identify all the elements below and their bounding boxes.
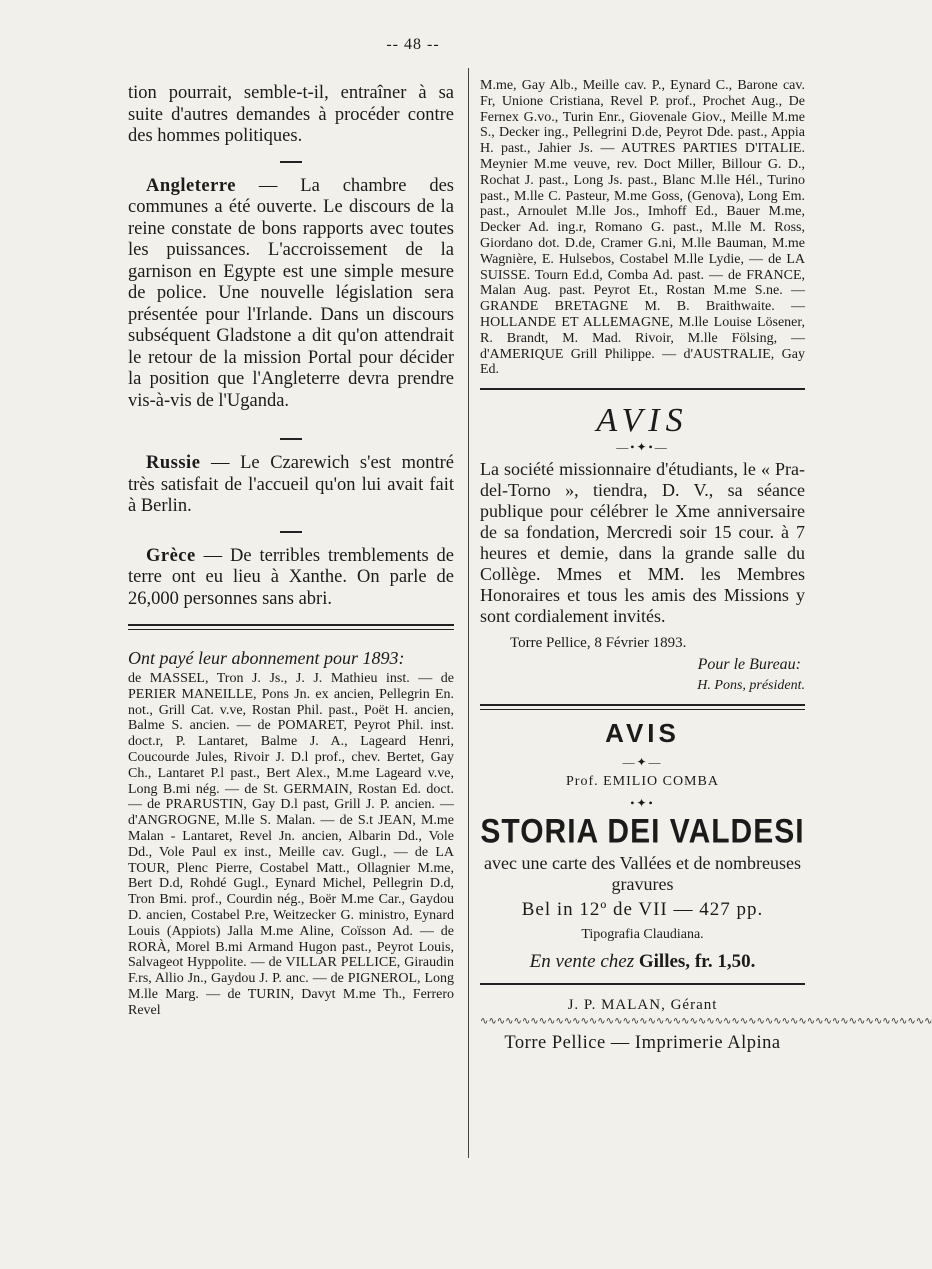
- avis-date: Torre Pellice, 8 Février 1893.: [510, 635, 687, 652]
- book-printer: Tipografia Claudiana.: [581, 927, 704, 943]
- angleterre-text: — La chambre des communes a été ouverte. Le discours de la reine constate de bons rapports avec toutes les puissances. L'accroissement de la garnison en Egypte est une simple mesure de police. Une nouvelle législation sera présentée pour l'Irlande. Dans un discours subséquent Gladstone a dit qu'on attendrait le retour de la mission Portal pour décider la position que l'Angleterre devra prendre vis-à-vis de l'Uganda.: [128, 175, 454, 411]
- avis-bureau: Pour le Bureau:: [697, 656, 801, 674]
- russie-article: [128, 453, 454, 518]
- ornament: —✦—: [622, 755, 663, 770]
- subscriptions-heading: Ont payé leur abonnement pour 1893:: [128, 648, 405, 668]
- grece-heading: Grèce: [146, 545, 196, 566]
- sale-price: fr. 1,50.: [690, 951, 756, 973]
- wavy-rule: ∿∿∿∿∿∿∿∿∿∿∿∿∿∿∿∿∿∿∿∿∿∿∿∿∿∿∿∿∿∿∿∿∿∿∿∿∿∿∿∿∿∿∿∿∿∿∿∿∿∿∿∿∿∿: [480, 1016, 932, 1028]
- angleterre-article: [128, 176, 454, 413]
- russie-text: — Le Czarewich s'est montré très satisfait de l'accueil qu'on lui avait fait à Berlin.: [128, 453, 454, 516]
- book-subtitle: avec une carte des Vallées et de nombreuses gravures: [483, 853, 802, 895]
- angleterre-heading: Angleterre: [146, 175, 236, 196]
- sale-prefix: En vente chez: [529, 951, 639, 973]
- rule: [480, 388, 805, 390]
- book-author: Prof. EMILIO COMBA: [566, 774, 719, 790]
- book-title: STORIA DEI VALDESI: [480, 812, 805, 851]
- grece-article: [128, 546, 454, 611]
- grece-text: — De terribles tremblements de terre ont eu lieu à Xanthe. On parle de 26,000 personnes sans abri.: [128, 545, 454, 609]
- page-number: -- 48 --: [386, 36, 440, 53]
- short-rule: [280, 531, 302, 533]
- avis-heading: AVIS: [596, 402, 689, 440]
- avis-body: La société missionnaire d'étudiants, le « Pra-del-Torno », tiendra, D. V., sa séance publique pour célébrer le Xme anniversaire de sa fondation, Mercredi soir 15 cour. à 7 heures et demie, dans la grande salle du Collège. Mmes et MM. les Membres Honoraires et tous les amis des Missions y sont cordialement invités.: [480, 459, 805, 627]
- double-rule: [480, 704, 805, 710]
- avis-book-heading: AVIS: [605, 718, 680, 749]
- short-rule: [280, 438, 302, 440]
- book-format: Bel in 12º de VII — 427 pp.: [521, 899, 764, 921]
- russie-heading: Russie: [146, 453, 201, 473]
- sale-seller: Gilles,: [638, 951, 691, 973]
- avis-signature: H. Pons, président.: [697, 678, 805, 694]
- double-rule: [128, 624, 454, 630]
- ornament: —•✦•—: [616, 440, 669, 455]
- right-column: [480, 78, 932, 1054]
- short-rule: [280, 161, 302, 163]
- ornament: •✦•: [630, 796, 655, 811]
- imprint-line: Torre Pellice — Imprimerie Alpina: [504, 1033, 781, 1054]
- book-sale: [480, 951, 805, 973]
- column-divider: [468, 68, 469, 1158]
- subscriptions-list: de MASSEL, Tron J. Js., J. J. Mathieu inst. — de PERIER MANEILLE, Pons Jn. ex ancien, Pellegrin En. not., Grill Cat. v.ve, Rostan Phil. past., Poët H. ancien, Balme S. ancien. — de POMARET, Peyrot Phil. inst. doct.r, P. Lantaret, Balme J. A., Lageard Henri, Coucourde Jules, Rivoir J. D.l prof., chev. Bertet, Gay Ch., Lantaret P.l past., Bert Alex., M.me Lageard v.ve, Long B.mi nég. — de St. GERMAIN, Rostan Ed. doct. — de PRARUSTIN, Gay D.l past, Grill J. P. ancien. — d'ANGROGNE, M.lle S. Malan. — de S.t JEAN, M.me Malan - Lantaret, Revel Jn. ancien, Albarin Dd., Vole Dd., Vole Paul ex inst., Meille cav. Gugl., — de LA TOUR, Plenc Pierre, Costabel Matt., Ollagnier M.me, Bert D.d, Rohdé Gugl., Eynard Michel, Pellegrin D.d, Tron Bmi. prof., Courdin nég., Boër M.me Car., Gaydou D. ancien, Costabel P.re, Weitzecker G. ministro, Eynard Louis (Appiots) Jalla M.me Aline, Coïsson Ad. — de RORÀ, Morel B.mi Armand Hugon past., Peyrot Louis, Salvageot Hyppolite. — de VILLAR PELLICE, Giraudin F.rs, Allio Jn., Gaydou J. P. anc. — de PIGNEROL, Long M.lle Marg. — de TURIN, Davyt M.me Th., Ferrero Revel: [128, 671, 454, 1018]
- gerant-line: J. P. MALAN, Gérant: [567, 997, 718, 1014]
- intro-paragraph: tion pourrait, semble-t-il, entraîner à sa suite d'autres demandes à procéder contre des hommes politiques.: [128, 83, 454, 146]
- left-column: [128, 83, 454, 1019]
- rule: [480, 983, 805, 985]
- subscriptions-list-continued: M.me, Gay Alb., Meille cav. P., Eynard C., Barone cav. Fr, Unione Cristiana, Revel P. prof., Prochet Aug., De Fernex G.vo., Turin Enr., Giovenale Giov., Meille M.me S., Decker ing., Pellegrini D.de, Peyrot Dde. past., Appia H. past., Jahier Js. — AUTRES PARTIES D'ITALIE. Meynier M.me veuve, rev. Doct Miller, Billour G. D., Rochat J. past., Long Js. past., Blanc M.lle Hél., Turino past., M.lle C. Pasteur, M.me Goss, (Genova), Long Em. past., Arnoulet M.lle Jos., Imhoff Ed., Bauer M.me, Decker Ad. ing.r, Romano G. past., M.lle M. Ross, Giordano dot. D.de, Cramer G.ni, M.lle Bauman, M.me Wagnière, E. Hulsebos, Costabel M.lle Lydie, — de LA SUISSE. Tourn Ed.d, Comba Ad. past. — de FRANCE, Malan Aug. past. Peyrot Et., Rostan M.me S.ne. — GRANDE BRETAGNE M. B. Braithwaite. — HOLLANDE ET ALLEMAGNE, M.lle Louise Lösener, R. Brandt, M. Mad. Rivoir, M.lle Fölsing, — d'AMERIQUE Grill Philippe. — d'AUSTRALIE, Gay Ed.: [480, 78, 805, 378]
